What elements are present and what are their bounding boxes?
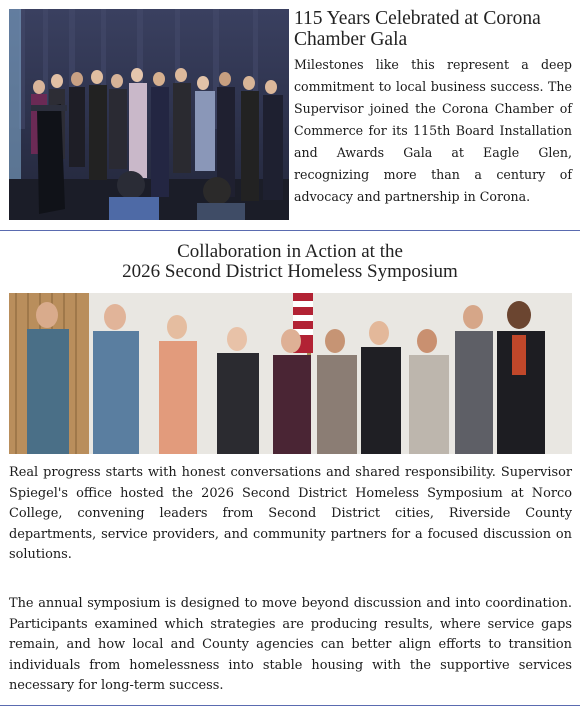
symposium-paragraph-1: Real progress starts with honest conversations and shared responsibility. Supervisor Spiegel's office hosted the 2026 Second District Homeless Symposium at Norco College, convening leaders from Second District cities, Riverside County departments, service providers, and community partners for a focused discussion on solutions. [9, 465, 572, 562]
symposium-title [0, 242, 580, 282]
gala-photo [9, 9, 289, 220]
gala-body-text: Milestones like this represent a deep commitment to local business success. The Supervisor joined the Corona Chamber of Commerce for its 115th Board Installation and Awards Gala at Eagle Glen, recognizing more than a century of advocacy and partnership in Corona. [294, 57, 572, 204]
section-divider [0, 230, 580, 231]
symposium-group-photo [9, 293, 572, 454]
gala-photo-illustration [9, 9, 289, 220]
symposium-paragraph-2: The annual symposium is designed to move beyond discussion and into coordination. Participants examined which strategies are producing results, where service gaps remain, and how local and County agencies can better align efforts to transition individuals from homelessness into stable housing with the supportive services necessary for long-term success. [9, 596, 572, 693]
bottom-divider [0, 705, 580, 706]
symposium-title-line-2: 2026 Second District Homeless Symposium [122, 261, 458, 282]
gala-title: 115 Years Celebrated at Corona Chamber Gala [294, 8, 541, 50]
symposium-photo-illustration [9, 293, 572, 454]
symposium-title-line-1: Collaboration in Action at the [177, 241, 403, 262]
